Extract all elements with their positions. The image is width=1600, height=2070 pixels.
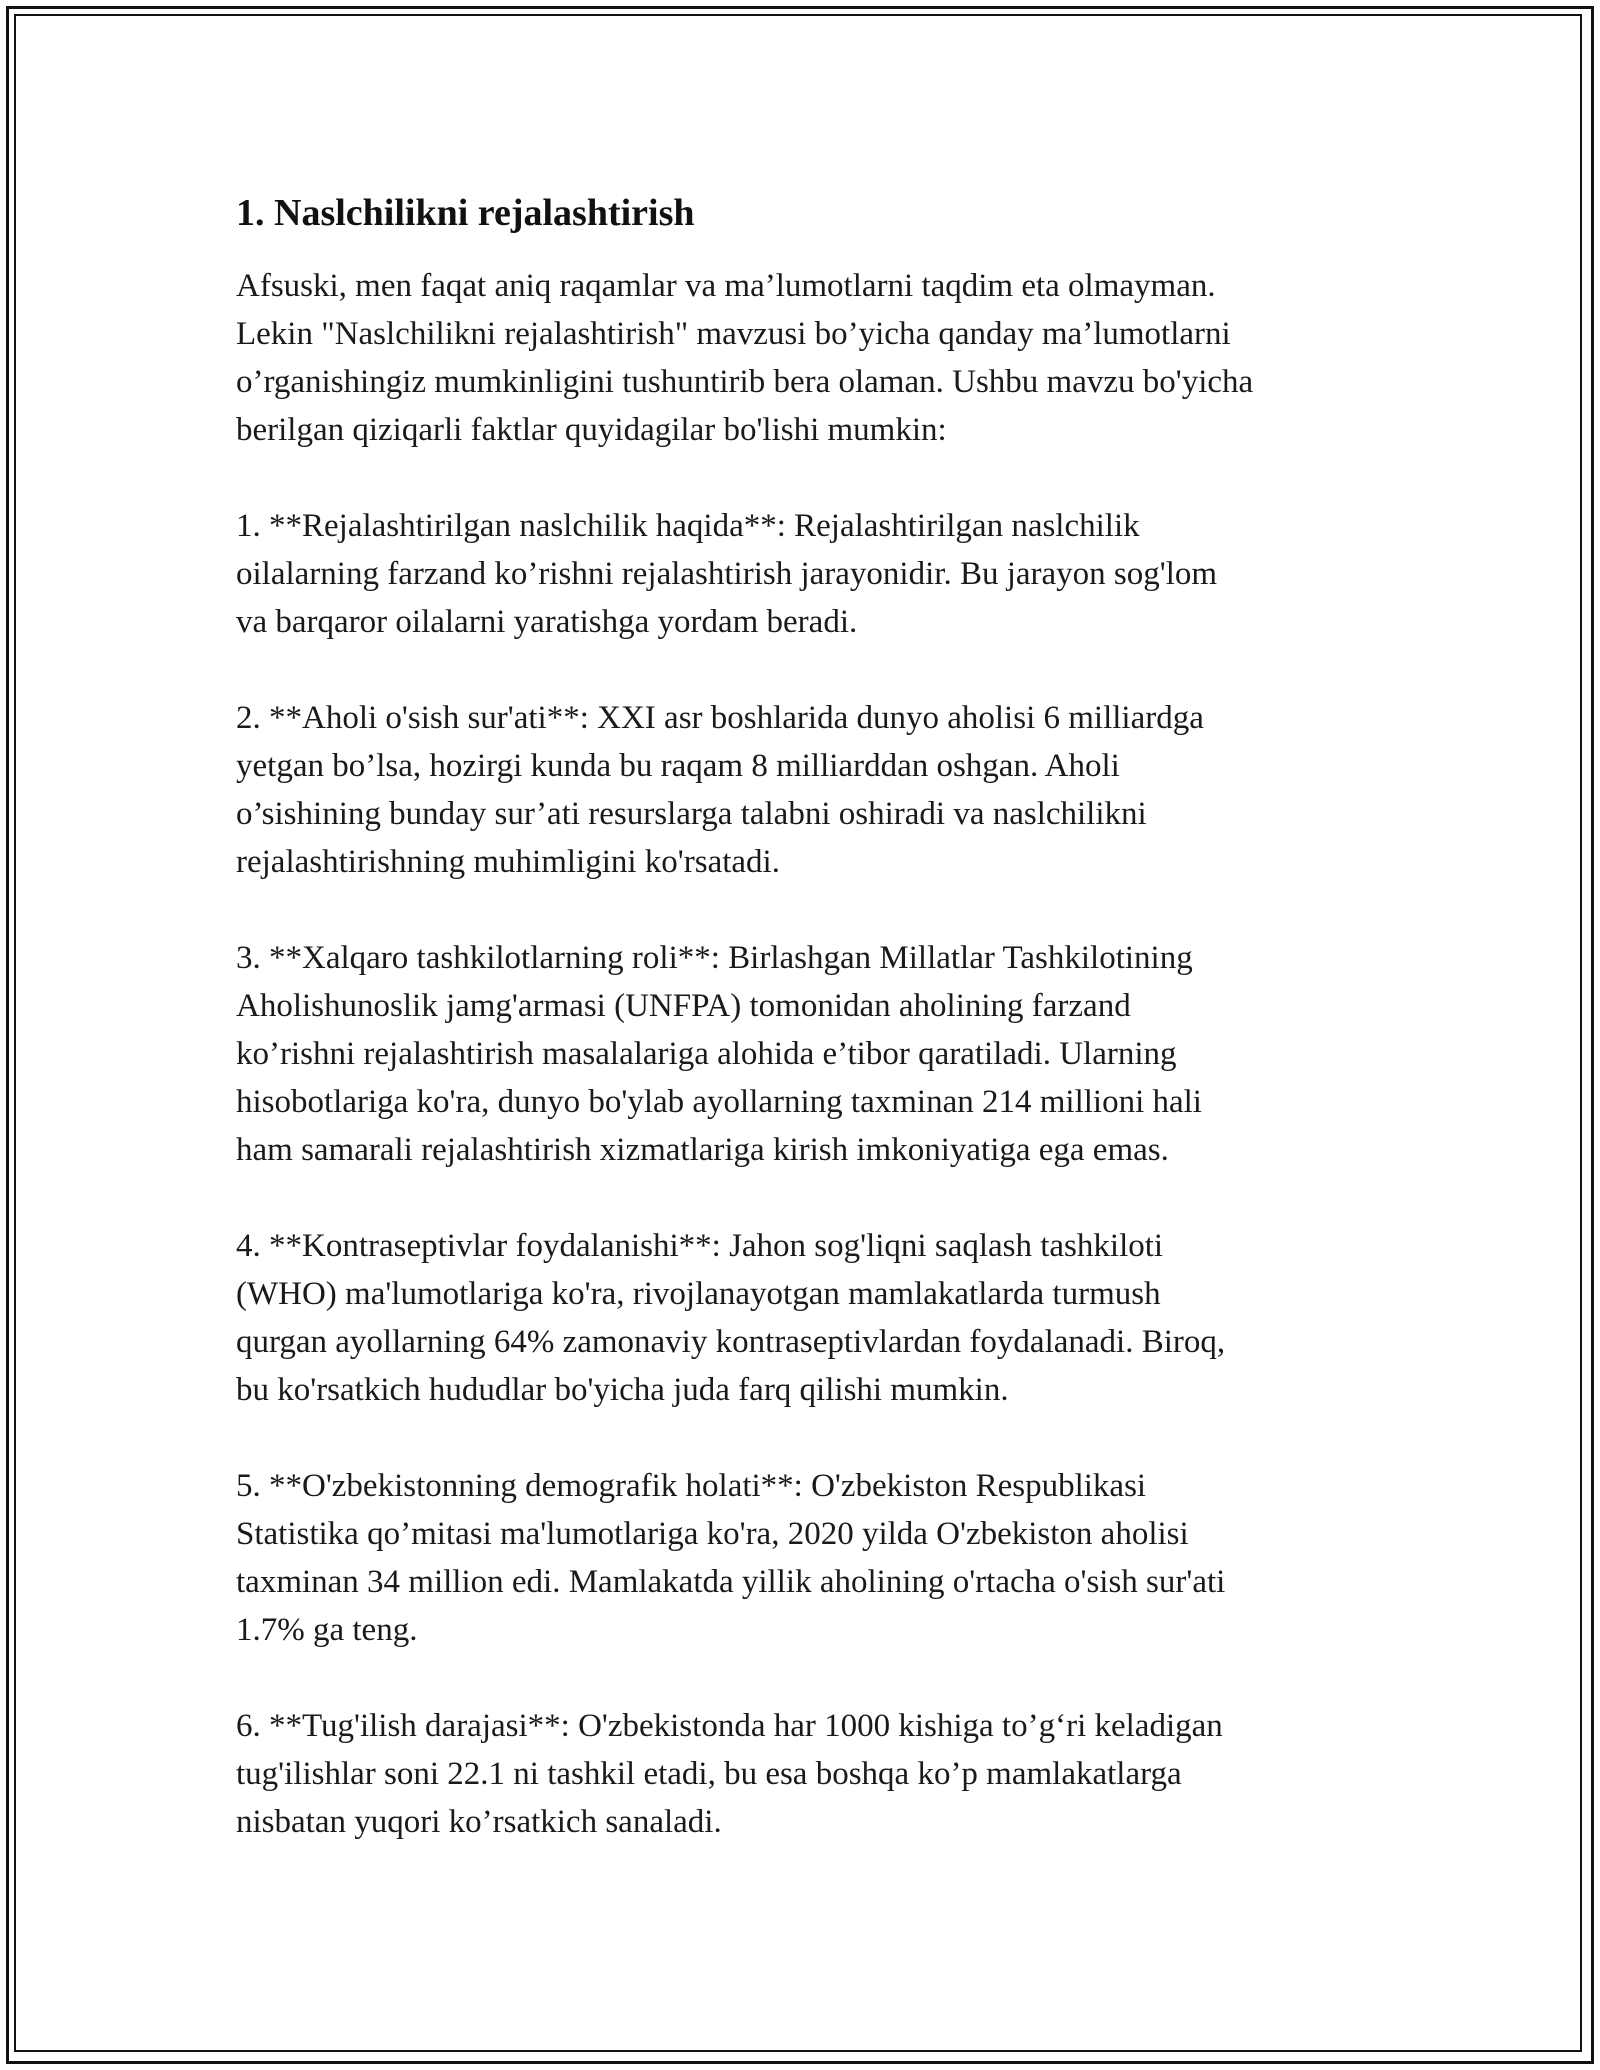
fact-paragraph-2 xyxy=(236,694,1376,886)
text-line: o’sishining bunday sur’ati resurslarga talabni oshiradi va naslchilikni xyxy=(236,796,1147,832)
text-line: yetgan bo’lsa, hozirgi kunda bu raqam 8 milliarddan oshgan. Aholi xyxy=(236,748,1120,784)
text-line: rejalashtirishning muhimligini ko'rsatadi. xyxy=(236,844,780,880)
intro-paragraph xyxy=(236,262,1376,454)
text-line: bu ko'rsatkich hududlar bo'yicha juda farq qilishi mumkin. xyxy=(236,1372,1009,1408)
fact-paragraph-3 xyxy=(236,934,1376,1174)
document-title: 1. Naslchilikni rejalashtirish xyxy=(236,192,695,234)
text-line: taxminan 34 million edi. Mamlakatda yillik aholining o'rtacha o'sish sur'ati xyxy=(236,1564,1226,1600)
text-line: (WHO) ma'lumotlariga ko'ra, rivojlanayotgan mamlakatlarda turmush xyxy=(236,1276,1161,1312)
text-line: 3. **Xalqaro tashkilotlarning roli**: Birlashgan Millatlar Tashkilotining xyxy=(236,940,1193,976)
text-line: 1.7% ga teng. xyxy=(236,1612,418,1648)
text-line: 5. **O'zbekistonning demografik holati**: O'zbekiston Respublikasi xyxy=(236,1468,1147,1504)
text-line: hisobotlariga ko'ra, dunyo bo'ylab ayollarning taxminan 214 millioni hali xyxy=(236,1084,1202,1120)
text-line: nisbatan yuqori ko’rsatkich sanaladi. xyxy=(236,1804,722,1840)
text-line: ham samarali rejalashtirish xizmatlariga kirish imkoniyatiga ega emas. xyxy=(236,1132,1169,1168)
text-line: berilgan qiziqarli faktlar quyidagilar bo'lishi mumkin: xyxy=(236,412,947,448)
text-line: o’rganishingiz mumkinligini tushuntirib bera olaman. Ushbu mavzu bo'yicha xyxy=(236,364,1254,400)
fact-paragraph-1 xyxy=(236,502,1376,646)
text-line: oilalarning farzand ko’rishni rejalashtirish jarayonidir. Bu jarayon sog'lom xyxy=(236,556,1218,592)
text-line: Aholishunoslik jamg'armasi (UNFPA) tomonidan aholining farzand xyxy=(236,988,1131,1024)
text-line: Afsuski, men faqat aniq raqamlar va ma’lumotlarni taqdim eta olmayman. xyxy=(236,268,1216,304)
text-line: tug'ilishlar soni 22.1 ni tashkil etadi, bu esa boshqa ko’p mamlakatlarga xyxy=(236,1756,1182,1792)
text-line: 4. **Kontraseptivlar foydalanishi**: Jahon sog'liqni saqlash tashkiloti xyxy=(236,1228,1164,1264)
fact-paragraph-4 xyxy=(236,1222,1376,1414)
fact-paragraph-5 xyxy=(236,1462,1376,1654)
document-body xyxy=(236,188,1376,1894)
text-line: Statistika qo’mitasi ma'lumotlariga ko'ra, 2020 yilda O'zbekiston aholisi xyxy=(236,1516,1189,1552)
text-line: 1. **Rejalashtirilgan naslchilik haqida**: Rejalashtirilgan naslchilik xyxy=(236,508,1140,544)
fact-paragraph-6 xyxy=(236,1702,1376,1846)
text-line: ko’rishni rejalashtirish masalalariga alohida e’tibor qaratiladi. Ularning xyxy=(236,1036,1177,1072)
text-line: qurgan ayollarning 64% zamonaviy kontraseptivlardan foydalanadi. Biroq, xyxy=(236,1324,1226,1360)
text-line: 6. **Tug'ilish darajasi**: O'zbekistonda har 1000 kishiga to’g‘ri keladigan xyxy=(236,1708,1223,1744)
text-line: 2. **Aholi o'sish sur'ati**: XXI asr boshlarida dunyo aholisi 6 milliardga xyxy=(236,700,1204,736)
text-line: va barqaror oilalarni yaratishga yordam beradi. xyxy=(236,604,858,640)
text-line: Lekin "Naslchilikni rejalashtirish" mavzusi bo’yicha qanday ma’lumotlarni xyxy=(236,316,1231,352)
